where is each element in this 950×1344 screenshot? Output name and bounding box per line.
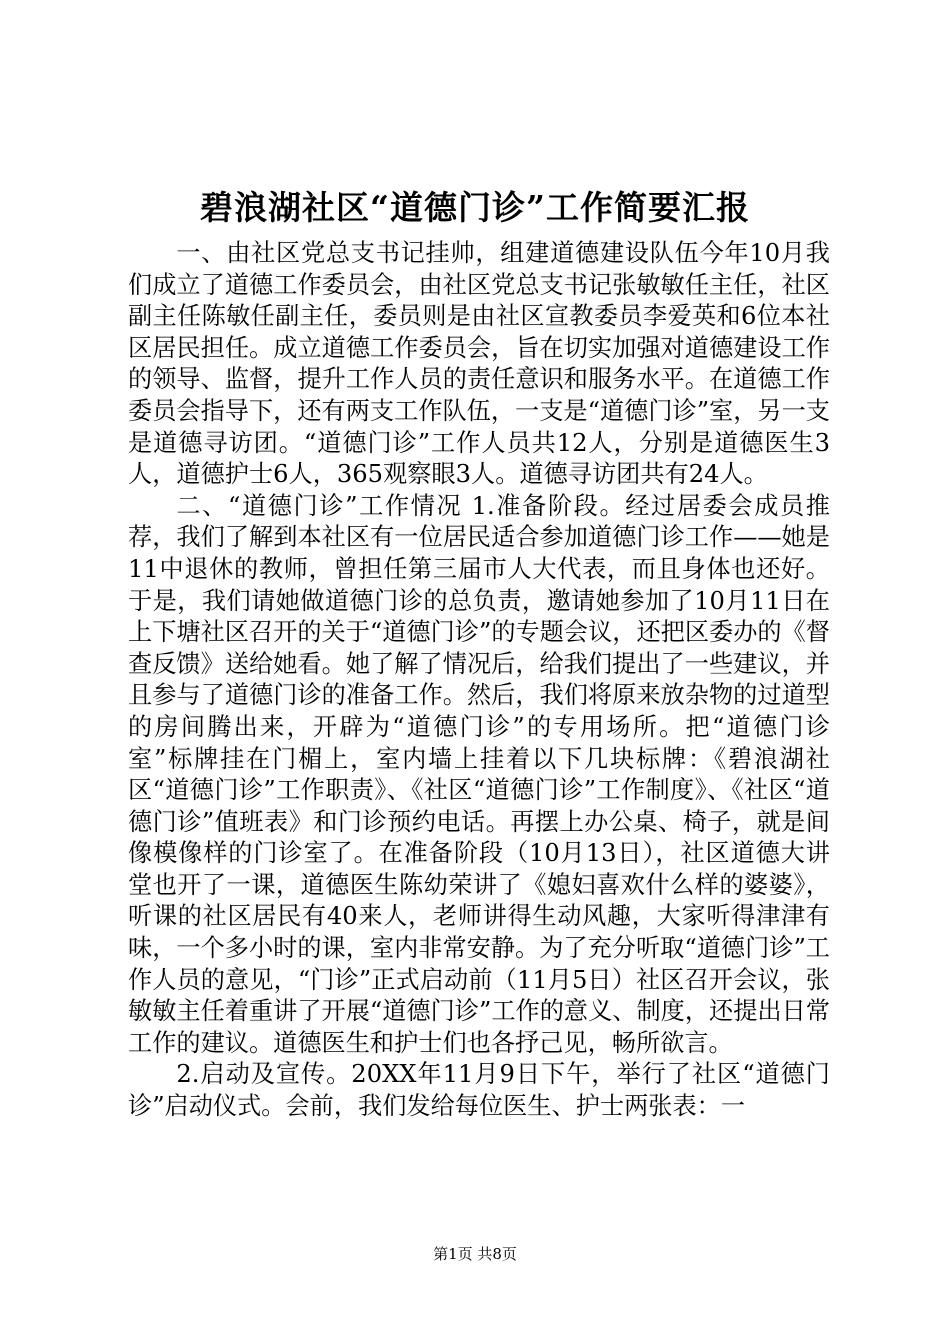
document-body bbox=[128, 238, 830, 1123]
document-title: 碧浪湖社区“道德门诊”工作简要汇报 bbox=[200, 188, 750, 227]
paragraph-1: 一、由社区党总支书记挂帅，组建道德建设队伍今年10月我们成立了道德工作委员会，由社区党总支书记张敏敏任主任，社区副主任陈敏任副主任，委员则是由社区宣教委员李爱英和6位本社区居民担任。成立道德工作委员会，旨在切实加强对道德建设工作的领导、监督，提升工作人员的责任意识和服务水平。在道德工作委员会指导下，还有两支工作队伍，一支是“道德门诊”室，另一支是道德寻访团。“道德门诊”工作人员共12人，分别是道德医生3人，道德护士6人，365观察眼3人。道德寻访团共有24人。 bbox=[128, 239, 830, 489]
paragraph-2: 二、“道德门诊”工作情况 1.准备阶段。经过居委会成员推荐，我们了解到本社区有一位居民适合参加道德门诊工作——她是11中退休的教师，曾担任第三届市人大代表，而且身体也还好。于是，我们请她做道德门诊的总负责，邀请她参加了10月11日在上下塘社区召开的关于“道德门诊”的专题会议，还把区委办的《督查反馈》送给她看。她了解了情况后，给我们提出了一些建议，并且参与了道德门诊的准备工作。然后，我们将原来放杂物的过道型的房间腾出来，开辟为“道德门诊”的专用场所。把“道德门诊室”标牌挂在门楣上，室内墙上挂着以下几块标牌：《碧浪湖社区“道德门诊”工作职责》、《社区“道德门诊”工作制度》、《社区“道德门诊”值班表》和门诊预约电话。再摆上办公桌、椅子，就是间像模像样的门诊室了。在准备阶段（10月13日），社区道德大讲堂也开了一课，道德医生陈幼荣讲了《媳妇喜欢什么样的婆婆》，听课的社区居民有40来人，老师讲得生动风趣，大家听得津津有味，一个多小时的课，室内非常安静。为了充分听取“道德门诊”工作人员的意见，“门诊”正式启动前（11月5日）社区召开会议，张敏敏主任着重讲了开展“道德门诊”工作的意义、制度，还提出日常工作的建议。道德医生和护士们也各抒己见，畅所欲言。 bbox=[128, 491, 830, 1057]
page-footer: 第1页 共8页 bbox=[433, 1245, 517, 1263]
paragraph-3: 2.启动及宣传。20XX年11月9日下午，举行了社区“道德门诊”启动仪式。会前，我们发给每位医生、护士两张表：一 bbox=[128, 1060, 830, 1121]
